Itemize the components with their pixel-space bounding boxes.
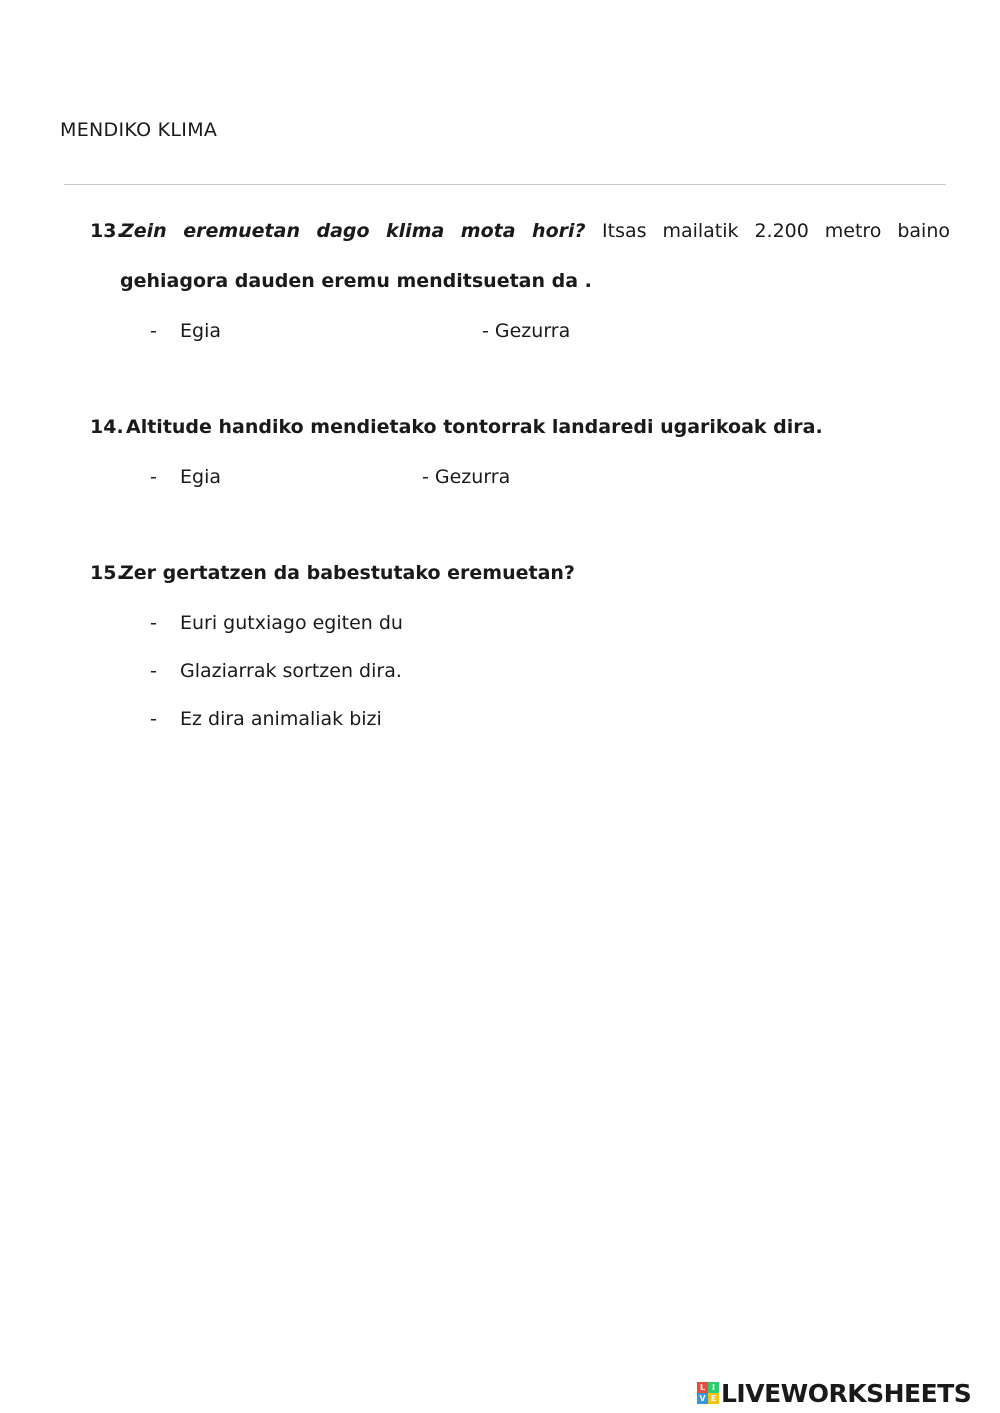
option-q13-false[interactable]: - Gezurra <box>482 320 571 342</box>
option-q15-a[interactable] <box>150 598 403 648</box>
question-15 <box>90 548 950 598</box>
question-number: 14. <box>90 416 124 438</box>
option-dash: - <box>150 660 157 682</box>
option-label: Egia <box>180 466 221 488</box>
option-dash: - <box>150 708 157 730</box>
question-13 <box>90 206 950 256</box>
question-number: 15. <box>90 562 124 584</box>
option-q14-false[interactable]: - Gezurra <box>422 466 511 488</box>
liveworksheets-logo <box>697 1378 971 1408</box>
question-number: 13. <box>90 220 124 242</box>
logo-text: LIVEWORKSHEETS <box>721 1378 972 1408</box>
logo-badge-letter: E <box>708 1393 719 1404</box>
logo-badge-letter: V <box>697 1393 708 1404</box>
question-13-prompt: Zein eremuetan dago klima mota hori? <box>120 220 586 242</box>
question-13-statement: Itsas mailatik 2.200 metro baino <box>602 220 950 242</box>
option-label: Euri gutxiago egiten du <box>180 612 403 634</box>
question-14-text: Altitude handiko mendietako tontorrak landaredi ugarikoak dira. <box>126 416 823 438</box>
option-label: Glaziarrak sortzen dira. <box>180 660 402 682</box>
option-label: Ez dira animaliak bizi <box>180 708 382 730</box>
option-q14-true[interactable] <box>150 452 221 502</box>
question-14 <box>90 402 950 452</box>
option-label: Egia <box>180 320 221 342</box>
option-q15-b[interactable] <box>150 646 402 696</box>
header-divider <box>64 184 946 185</box>
question-13-statement-continued: gehiagora dauden eremu menditsuetan da . <box>120 270 592 292</box>
option-dash: - <box>150 612 157 634</box>
option-dash: - <box>150 466 157 488</box>
logo-badge-icon <box>697 1382 719 1404</box>
page-title: MENDIKO KLIMA <box>60 119 218 141</box>
logo-badge-letter: L <box>697 1382 708 1393</box>
logo-badge-letter: I <box>708 1382 719 1393</box>
option-q15-c[interactable] <box>150 694 382 744</box>
option-q13-true[interactable] <box>150 306 221 356</box>
option-dash: - <box>150 320 157 342</box>
question-15-text: Zer gertatzen da babestutako eremuetan? <box>120 562 575 584</box>
